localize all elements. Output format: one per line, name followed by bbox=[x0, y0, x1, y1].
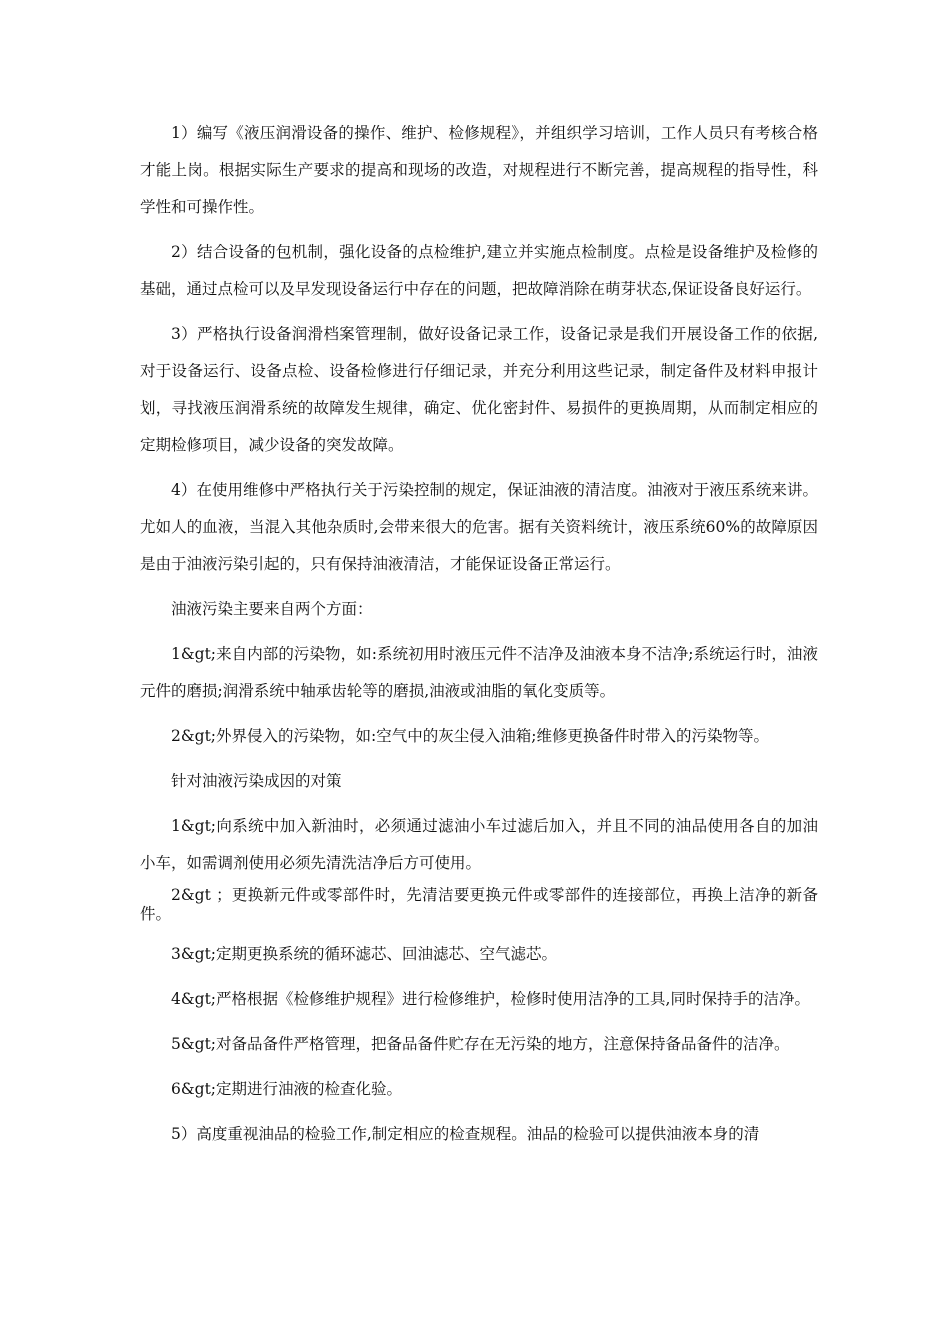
countermeasure-item-6: 6&gt;定期进行油液的检查化验。 bbox=[171, 1080, 403, 1098]
document-body bbox=[140, 115, 818, 1161]
countermeasure-item-4: 4&gt;严格根据《检修维护规程》进行检修维护，检修时使用洁净的工具,同时保持手的洁净。 bbox=[171, 990, 810, 1008]
external-pollution-item: 2&gt;外界侵入的污染物，如:空气中的灰尘侵入油箱;维修更换备件时带入的污染物等。 bbox=[171, 727, 769, 745]
paragraph-4: 4）在使用维修中严格执行关于污染控制的规定，保证油液的清洁度。油液对于液压系统来讲。尤如人的血液，当混入其他杂质时,会带来很大的危害。据有关资料统计，液压系统60%的故障原因是由于油液污染引起的，只有保持油液清洁，才能保证设备正常运行。 bbox=[140, 481, 818, 573]
countermeasure-item-5: 5&gt;对备品备件严格管理，把备品备件贮存在无污染的地方，注意保持备品备件的洁净。 bbox=[171, 1035, 790, 1053]
countermeasure-item-2: 2&gt ；更换新元件或零部件时，先清洁要更换元件或零部件的连接部位，再换上洁净的新备件。 bbox=[140, 886, 818, 923]
internal-pollution-item: 1&gt;来自内部的污染物，如:系统初用时液压元件不洁净及油液本身不洁净;系统运行时，油液元件的磨损;润滑系统中轴承齿轮等的磨损,油液或油脂的氧化变质等。 bbox=[140, 645, 818, 700]
pollution-sources-heading: 油液污染主要来自两个方面： bbox=[171, 600, 373, 618]
paragraph-1: 1）编写《液压润滑设备的操作、维护、检修规程》，并组织学习培训，工作人员只有考核合格才能上岗。根据实际生产要求的提高和现场的改造，对规程进行不断完善，提高规程的指导性，科学性和可操作性。 bbox=[140, 124, 818, 216]
paragraph-2: 2）结合设备的包机制，强化设备的点检维护,建立并实施点检制度。点检是设备维护及检修的基础，通过点检可以及早发现设备运行中存在的问题，把故障消除在萌芽状态,保证设备良好运行。 bbox=[140, 243, 818, 298]
paragraph-3: 3）严格执行设备润滑档案管理制，做好设备记录工作，设备记录是我们开展设备工作的依据,对于设备运行、设备点检、设备检修进行仔细记录，并充分利用这些记录，制定备件及材料申报计划，寻找液压润滑系统的故障发生规律，确定、优化密封件、易损件的更换周期，从而制定相应的定期检修项目，减少设备的突发故障。 bbox=[140, 325, 818, 454]
countermeasure-item-1: 1&gt;向系统中加入新油时，必须通过滤油小车过滤后加入，并且不同的油品使用各自的加油小车，如需调剂使用必须先清洗洁净后方可使用。 bbox=[140, 817, 818, 872]
countermeasure-item-3: 3&gt;定期更换系统的循环滤芯、回油滤芯、空气滤芯。 bbox=[171, 945, 558, 963]
countermeasures-heading: 针对油液污染成因的对策 bbox=[171, 772, 342, 790]
paragraph-5: 5）高度重视油品的检验工作,制定相应的检查规程。油品的检验可以提供油液本身的清 bbox=[171, 1125, 760, 1143]
